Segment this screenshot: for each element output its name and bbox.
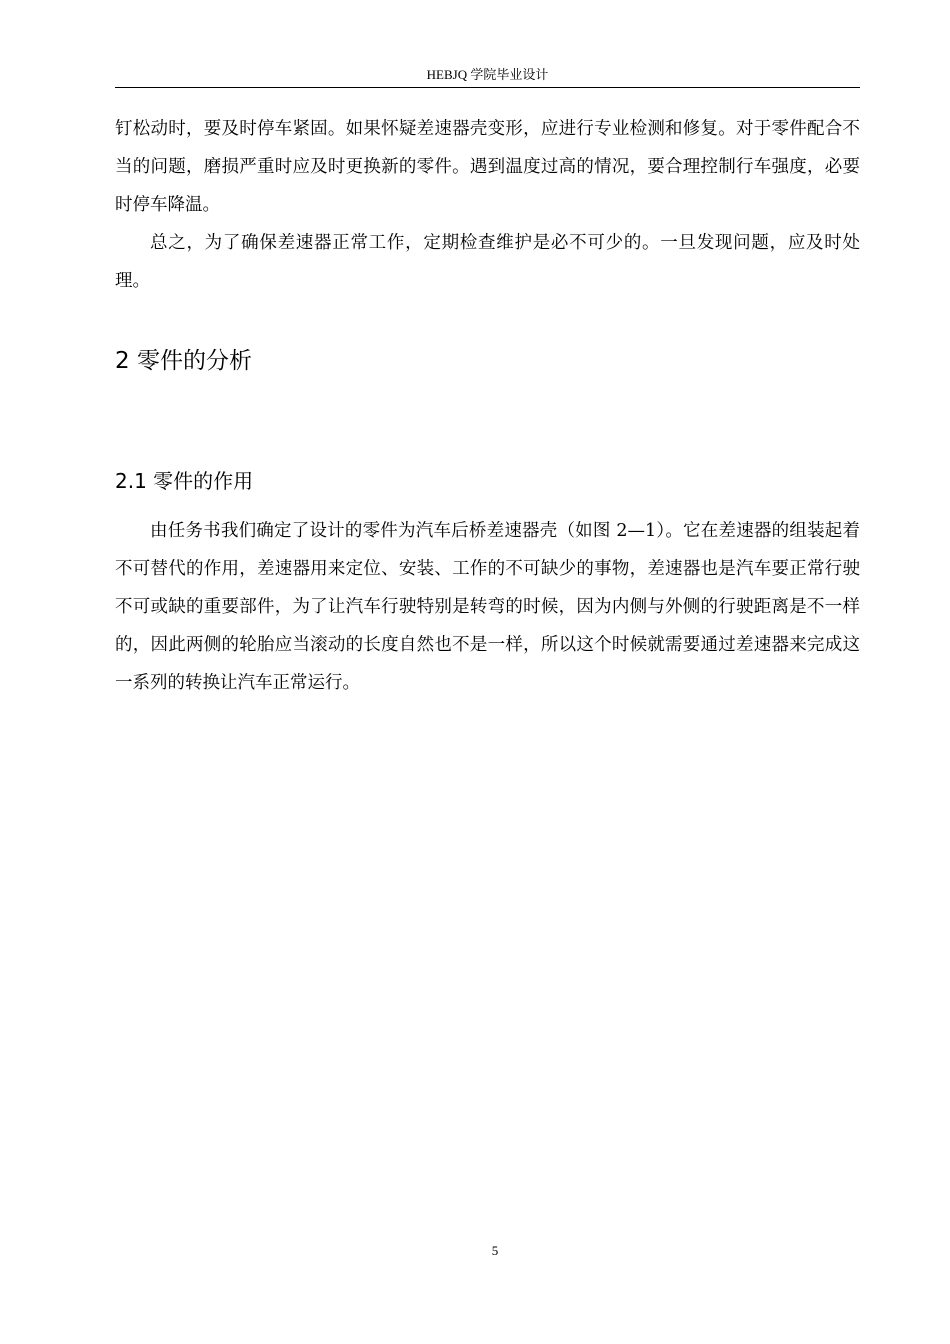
page-number: 5 xyxy=(491,1243,499,1258)
page-header-title: HEBJQ 学院毕业设计 xyxy=(426,67,549,82)
header-divider xyxy=(115,87,860,88)
subsection-heading: 2.1 零件的作用 xyxy=(115,469,254,493)
body-paragraph-3: 由任务书我们确定了设计的零件为汽车后桥差速器壳（如图 2—1）。它在差速器的组装起着不可替代的作用，差速器用来定位、安装、工作的不可缺少的事物，差速器也是汽车要正常行驶不可或缺的重要部件，为了让汽车行驶特别是转弯的时候，因为内侧与外侧的行驶距离是不一样的，因此两侧的轮胎应当滚动的长度自然也不是一样，所以这个时候就需要通过差速器来完成这一系列的转换让汽车正常运行。 xyxy=(115,521,860,693)
body-paragraph-2: 总之，为了确保差速器正常工作，定期检查维护是必不可少的。一旦发现问题，应及时处理。 xyxy=(115,233,860,291)
section-heading: 2 零件的分析 xyxy=(115,348,252,374)
body-paragraph-1: 钉松动时，要及时停车紧固。如果怀疑差速器壳变形，应进行专业检测和修复。对于零件配合不当的问题，磨损严重时应及时更换新的零件。遇到温度过高的情况，要合理控制行车强度，必要时停车降温。 xyxy=(115,119,860,215)
